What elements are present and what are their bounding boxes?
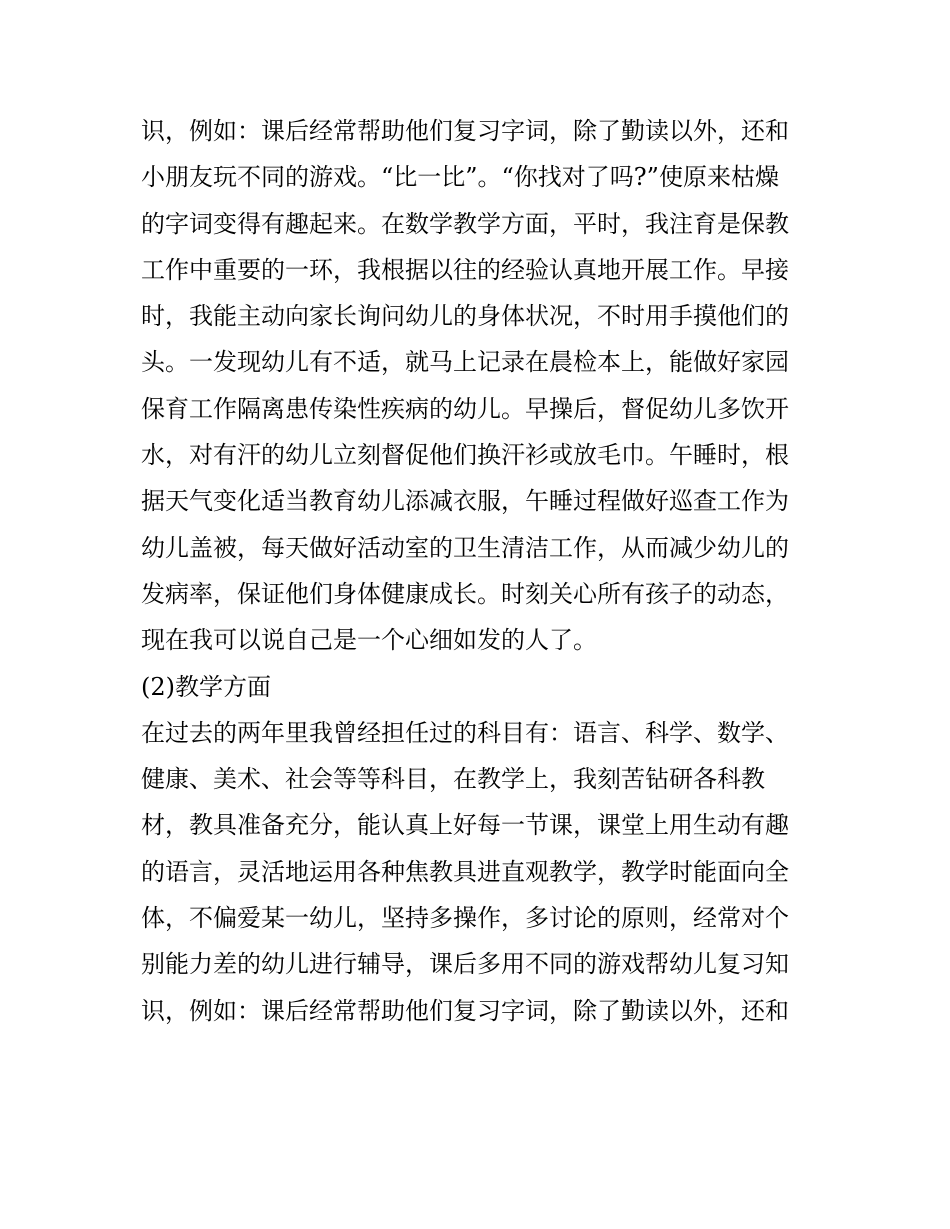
text-line: 材，教具准备充分，能认真上好每一节课，课堂上用生动有趣	[141, 811, 789, 840]
text-line: 水，对有汗的幼儿立刻督促他们换汗衫或放毛巾。午睡时，根	[141, 441, 789, 470]
text-line: 识，例如：课后经常帮助他们复习字词，除了勤读以外，还和	[141, 996, 789, 1025]
text-line: 时，我能主动向家长询问幼儿的身体状况，不时用手摸他们的	[141, 302, 789, 331]
text-line: 识，例如：课后经常帮助他们复习字词，除了勤读以外，还和	[141, 117, 789, 145]
text-line: 据天气变化适当教育幼儿添减衣服，午睡过程做好巡查工作为	[141, 487, 789, 516]
text-line: 的语言，灵活地运用各种焦教具进直观教学，教学时能面向全	[141, 857, 789, 886]
text-line: 在过去的两年里我曾经担任过的科目有：语言、科学、数学、	[141, 718, 789, 747]
text-line: 体，不偏爱某一幼儿，坚持多操作，多讨论的原则，经常对个	[141, 904, 789, 933]
section-heading: (2)教学方面	[141, 672, 271, 701]
text-line: 健康、美术、社会等等科目，在教学上，我刻苦钻研各科教	[141, 765, 765, 794]
text-line: 别能力差的幼儿进行辅导，课后多用不同的游戏帮幼儿复习知	[141, 950, 789, 979]
body-text	[141, 108, 821, 1034]
text-line: 头。一发现幼儿有不适，就马上记录在晨检本上，能做好家园	[141, 348, 789, 377]
text-line: 保育工作隔离患传染性疾病的幼儿。早操后，督促幼儿多饮开	[141, 394, 789, 423]
text-line: 小朋友玩不同的游戏。“比一比”。“你找对了吗?”使原来枯燥	[141, 163, 779, 192]
text-line: 工作中重要的一环，我根据以往的经验认真地开展工作。早接	[141, 255, 789, 284]
text-line: 现在我可以说自己是一个心细如发的人了。	[141, 626, 597, 655]
text-line: 发病率，保证他们身体健康成长。时刻关心所有孩子的动态，	[141, 579, 789, 608]
text-line: 幼儿盖被，每天做好活动室的卫生清洁工作，从而减少幼儿的	[141, 533, 789, 562]
text-line: 的字词变得有趣起来。在数学教学方面，平时，我注育是保教	[141, 209, 789, 238]
